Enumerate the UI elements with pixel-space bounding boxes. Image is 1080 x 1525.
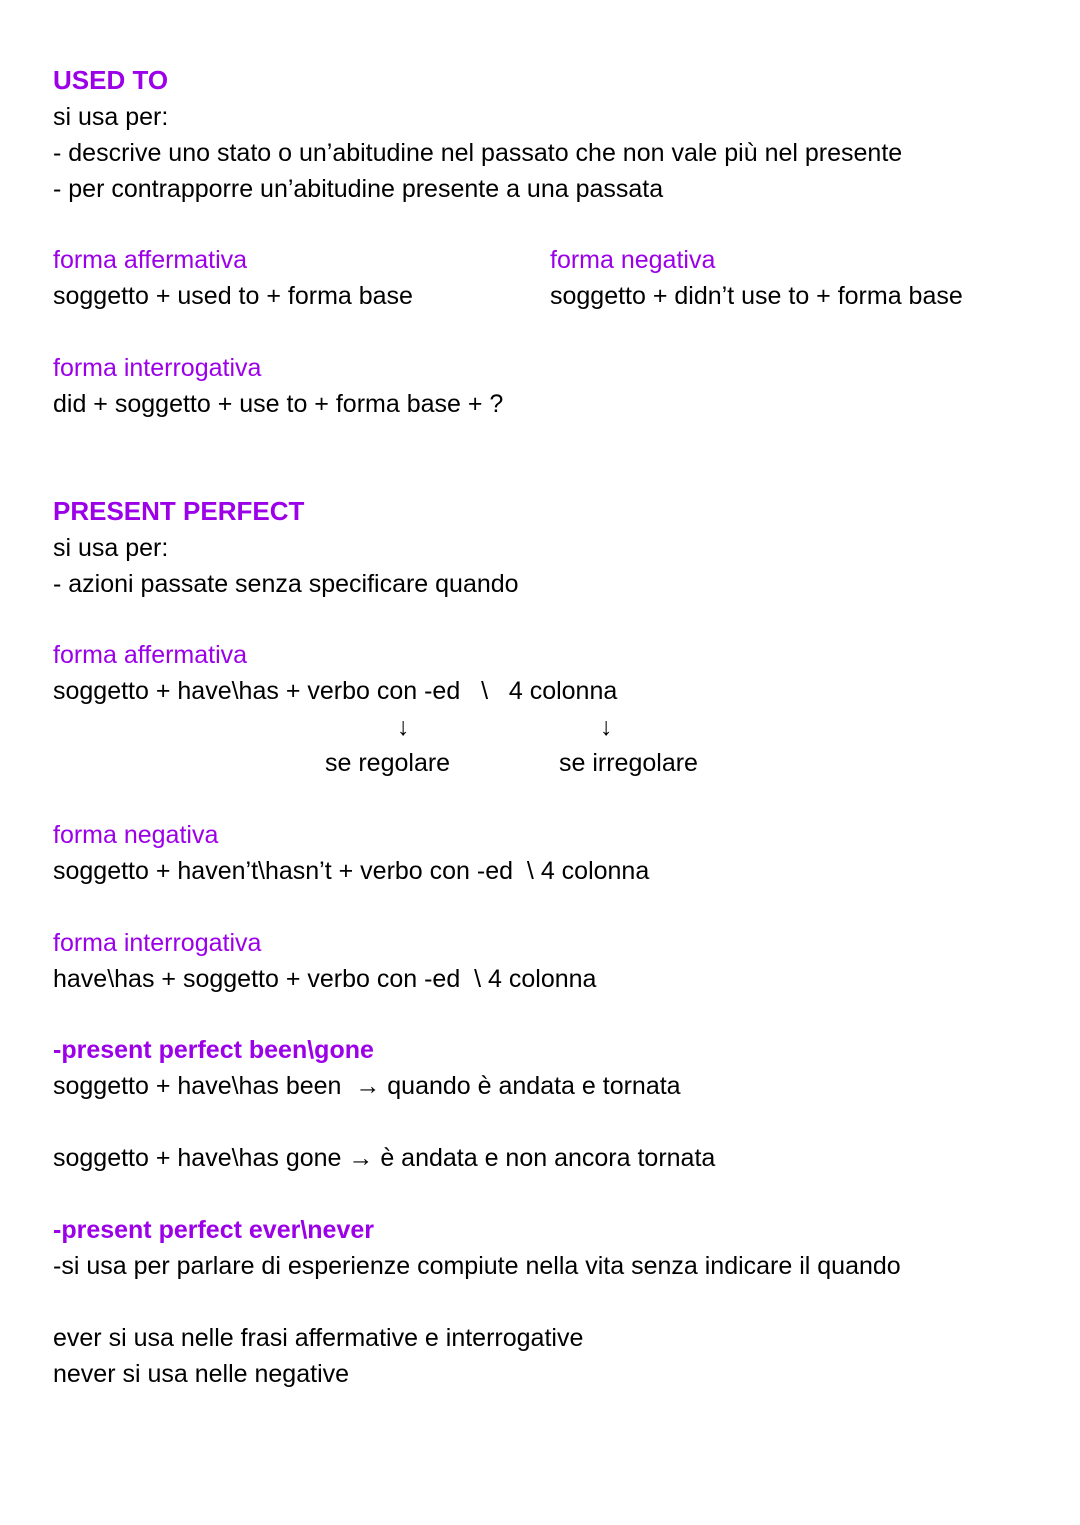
negative-rule: soggetto + didn’t use to + forma base bbox=[550, 282, 963, 310]
gone-rule: soggetto + have\has gone → è andata e non ancora tornata bbox=[53, 1144, 716, 1172]
arrow-down-icon: ↓ bbox=[600, 713, 613, 741]
affirmative-rule: soggetto + used to + forma base bbox=[53, 282, 413, 310]
use-item: - per contrapporre un’abitudine presente a una passata bbox=[53, 175, 664, 203]
never-rule: never si usa nelle negative bbox=[53, 1360, 350, 1388]
affirmative-label: forma affermativa bbox=[53, 641, 248, 669]
irregular-note: se irregolare bbox=[559, 749, 698, 777]
intro-text: si usa per: bbox=[53, 534, 169, 562]
interrogative-label: forma interrogativa bbox=[53, 929, 262, 957]
interrogative-rule: did + soggetto + use to + forma base + ? bbox=[53, 390, 504, 418]
section-title: PRESENT PERFECT bbox=[53, 496, 305, 526]
use-item: - descrive uno stato o un’abitudine nel passato che non vale più nel presente bbox=[53, 139, 903, 167]
interrogative-label: forma interrogativa bbox=[53, 354, 262, 382]
negative-label: forma negativa bbox=[550, 246, 716, 274]
interrogative-rule: have\has + soggetto + verbo con -ed \ 4 colonna bbox=[53, 965, 597, 993]
intro-text: si usa per: bbox=[53, 103, 169, 131]
ever-never-title: -present perfect ever\never bbox=[53, 1216, 374, 1244]
ever-never-desc: -si usa per parlare di esperienze compiute nella vita senza indicare il quando bbox=[53, 1252, 901, 1280]
been-rule: soggetto + have\has been → quando è andata e tornata bbox=[53, 1072, 681, 1100]
negative-rule: soggetto + haven’t\hasn’t + verbo con -ed \ 4 colonna bbox=[53, 857, 650, 885]
regular-note: se regolare bbox=[325, 749, 451, 777]
affirmative-rule: soggetto + have\has + verbo con -ed \ 4 colonna bbox=[53, 677, 618, 705]
affirmative-label: forma affermativa bbox=[53, 246, 248, 274]
negative-label: forma negativa bbox=[53, 821, 219, 849]
been-gone-title: -present perfect been\gone bbox=[53, 1036, 374, 1064]
ever-rule: ever si usa nelle frasi affermative e interrogative bbox=[53, 1324, 584, 1352]
use-item: - azioni passate senza specificare quando bbox=[53, 570, 519, 598]
arrow-down-icon: ↓ bbox=[397, 713, 410, 741]
section-title: USED TO bbox=[53, 65, 169, 95]
